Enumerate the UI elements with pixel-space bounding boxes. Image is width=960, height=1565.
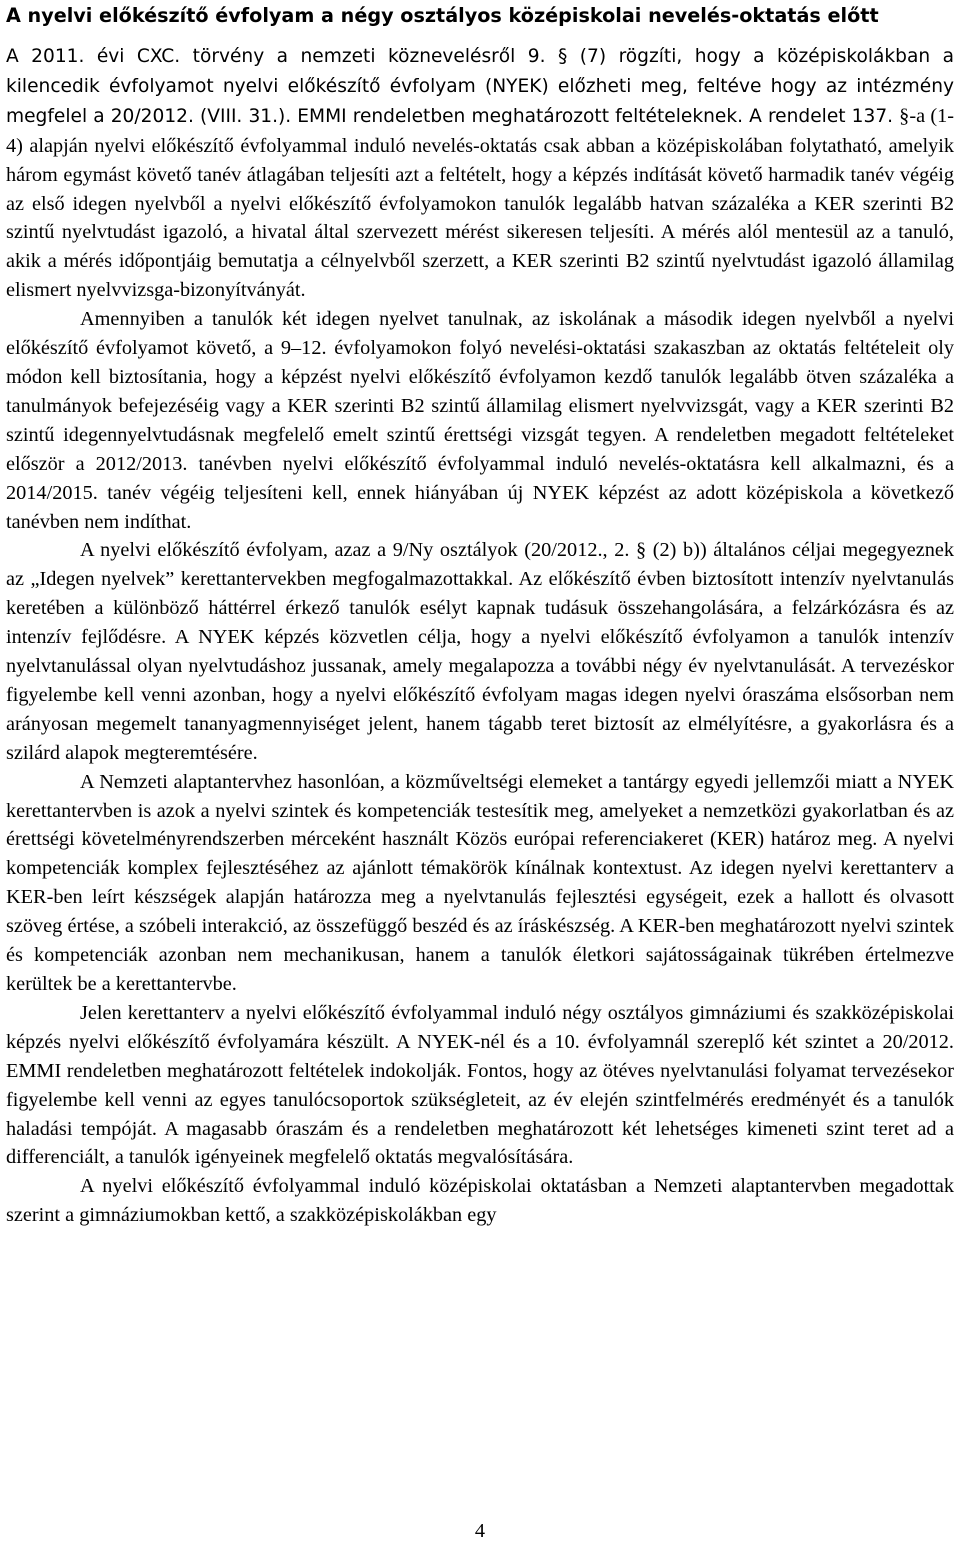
document-body [6, 42, 954, 1230]
paragraph-1-sans-part: A 2011. évi CXC. törvény a nemzeti köznevelésről 9. § (7) rögzíti, hogy a középiskolákban a kilencedik évfolyamot nyelvi előkészítő évfolyam (NYEK) előzheti meg, feltéve hogy az intézmény megfelel a 20/2012. (VIII. 31.). EMMI rendeletben meghatározott feltételeknek. A rendelet 137. [6, 46, 954, 127]
paragraph-3: A nyelvi előkészítő évfolyam, azaz a 9/Ny osztályok (20/2012., 2. § (2) b)) általános céljai megegyeznek az „Idegen nyelvek” kerettantervekben megfogalmazottakkal. Az előkészítő évben biztosított intenzív nyelvtanulás keretében a különböző háttérrel érkező tanulók esélyt kapnak tudásuk összehangolására, a felzárkózásra és az intenzív fejlődésre. A NYEK képzés közvetlen célja, hogy a nyelvi előkészítő évfolyamon a tanulók intenzív nyelvtanulással olyan nyelvtudáshoz jussanak, amely megalapozza a további négy év nyelvtanulását. A tervezéskor figyelembe kell venni azonban, hogy a nyelvi előkészítő évfolyam magas idegen nyelvi óraszáma elsősorban nem arányosan megemelt tananyagmennyiséget jelent, hanem tágabb teret biztosít az elmélyítésre, a gyakorlásra és a szilárd alapok megteremtésére. [6, 539, 954, 764]
document-heading: A nyelvi előkészítő évfolyam a négy osztályos középiskolai nevelés-oktatás előtt [6, 4, 879, 27]
paragraph-5: Jelen kerettanterv a nyelvi előkészítő évfolyammal induló négy osztályos gimnáziumi és szakközépiskolai képzés nyelvi előkészítő évfolyamára készült. A NYEK-nél és a 10. évfolyamnál szereplő két szintet a 20/2012. EMMI rendeletben meghatározott feltételek indokolják. Fontos, hogy az ötéves nyelvtanulási folyamat tervezésekor figyelembe kell venni az egyes tanulócsoportok szükségleteit, az év elején szintfelmérés eredményét és a tanulók haladási tempóját. A magasabb óraszám és a rendeletben meghatározott két lehetséges kimeneti szint teret ad a differenciált, a tanulók igényeinek megfelelő oktatás megvalósítására. [6, 1001, 954, 1169]
paragraph-2: Amennyiben a tanulók két idegen nyelvet tanulnak, az iskolának a második idegen nyelvből a nyelvi előkészítő évfolyamot követő, a 9–12. évfolyamokon folyó nevelési-oktatási szakaszban az oktatás feltételeit oly módon kell biztosítania, hogy a képzést nyelvi előkészítő évfolyamon kezdő tanulók legalább ötven százaléka a tanulmányok befejezéséig vagy a KER szerinti B2 szintű államilag elismert nyelvvizsgát, vagy a KER szerinti B2 szintű idegennyelvtudásnak megfelelő emelt szintű érettségi vizsgát tegyen. A rendeletben megadott feltételeket először a 2012/2013. tanévben nyelvi előkészítő évfolyammal induló nevelés-oktatásra kell alkalmazni, és a 2014/2015. tanév végéig teljesíteni kell, ennek hiányában új NYEK képzést az adott középiskola a következő tanévben nem indíthat. [6, 308, 954, 533]
paragraph-6: A nyelvi előkészítő évfolyammal induló középiskolai oktatásban a Nemzeti alaptantervben megadottak szerint a gimnáziumokban kettő, a szakközépiskolákban egy [6, 1175, 954, 1227]
page-number: 4 [474, 1520, 486, 1542]
paragraph-4: A Nemzeti alaptantervhez hasonlóan, a közműveltségi elemeket a tantárgy egyedi jellemzői miatt a NYEK kerettantervben is azok a nyelvi szintek és kompetenciák testesítik meg, amelyeket a nemzetközi gyakorlatban és az érettségi követelményrendszerben mérceként használt Közös európai referenciakeret (KER) határoz meg. A nyelvi kompetenciák komplex fejlesztéséhez az ajánlott témakörök kínálnak kontextust. Az idegen nyelvi kerettanterv a KER-ben leírt készségek alapján határozza meg a nyelvtanulás fejlesztési egységeit, ezek a hallott és olvasott szöveg értése, a szóbeli interakció, az összefüggő beszéd és az íráskészség. A KER-ben meghatározott nyelvi szintek és kompetenciák azonban nem mechanikusan, hanem a tanulók életkori sajátosságainak tükrében értelmezve kerültek be a kerettantervbe. [6, 770, 954, 995]
document-page [6, 0, 954, 1230]
paragraph-1 [6, 42, 954, 305]
paragraph-1-serif-part: §-a (1-4) alapján nyelvi előkészítő évfolyammal induló nevelés-oktatás csak abban a középiskolában folytatható, amelyik három egymást követő tanév átlagában teljesíti azt a feltételt, hogy a képzés indítását követő harmadik tanév végéig az első idegen nyelvből a nyelvi előkészítő évfolyamokon tanulók legalább hatvan százaléka a KER szerinti B2 szintű nyelvtudást igazoló, a hivatal által szervezett mérést sikeresen teljesíti. A mérés alól mentesül az a tanuló, akik a mérés időpontjáig bemutatja a célnyelvből szerzett, a KER szerinti B2 szintű nyelvtudást igazoló államilag elismert nyelvvizsga-bizonyítványát. [6, 104, 954, 302]
